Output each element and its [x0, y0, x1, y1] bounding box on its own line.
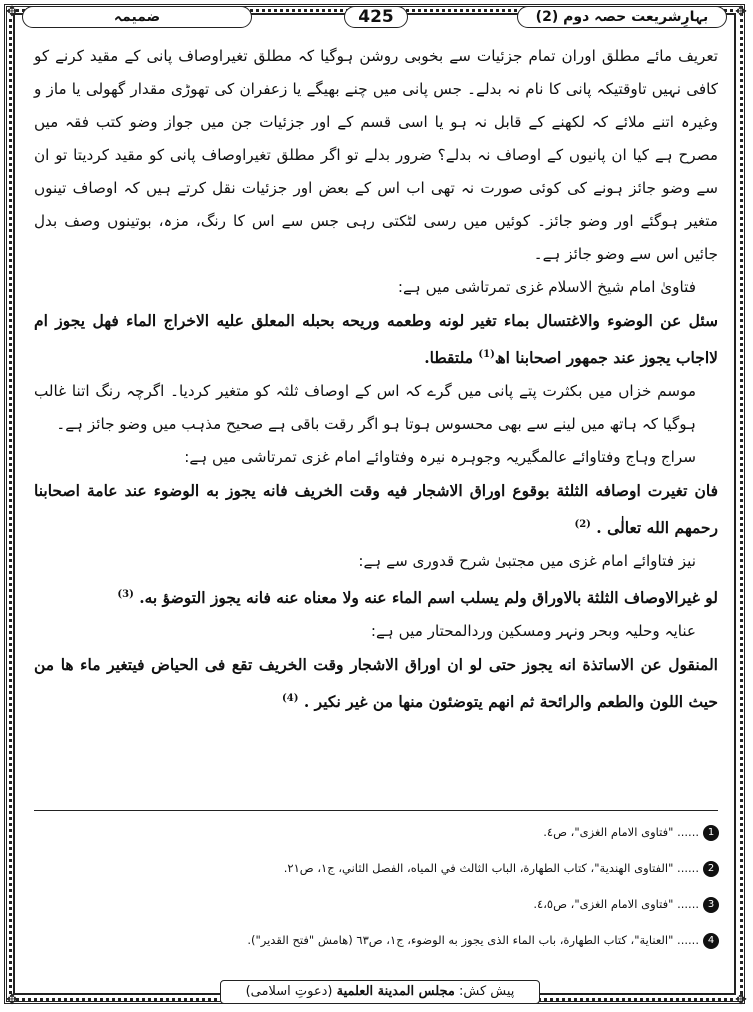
footnote-number-badge: 4: [703, 933, 719, 949]
book-title: بہارِشریعت حصہ دوم (2): [517, 6, 727, 28]
publisher-name: مجلس المدينة العلمية: [336, 984, 455, 999]
arabic-quote-2: فان تغيرت اوصافه الثلثة بوقوع اوراق الاشجار فيه وقت الخريف فانه يجوز به الوضوء عند عامة اصحابنا رحمهم الله تعالٰى . $^{(2)}$: [34, 481, 718, 538]
footnote-1: 1...... "فتاوى الامام الغزى"، ص٤.: [35, 822, 719, 842]
footnote-number-badge: 3: [703, 897, 719, 913]
footer-suffix: (دعوتِ اسلامی): [245, 984, 333, 999]
paragraph-5: نیز فتاوائے امام غزی میں مجتبیٰ شرح قدوری سے ہے:: [358, 552, 696, 571]
paragraph-1: تعریف مائے مطلق اوران تمام جزئیات سے بخوبی روشن ہوگیا کہ مطلق تغیراوصاف پانی کے مقید کرنے کو کافی نہیں تاوقتیکہ پانی کا نام نہ بدلے۔ جس پانی میں چنے بھیگے یا زعفران کی تھوڑی مقدار گھولی یا ماز و وغیرہ اتنے ملائے کہ لکھنے کے قابل نہ ہو یا اسی قسم کے اور جزئیات جن میں جواز وضو کتب فقہ میں مصرح ہے کیا ان پانیوں کے اوصاف نہ بدلے؟ ضرور بدلے تو اگر مطلق تغیراوصاف پانی کو مقید کردیتا تو ان سے وضو جائز ہونے کی کوئی صورت نہ تھی اب اس کے بعض اور جزئیات نقل کرتے ہیں کہ اوصاف تینوں متغیر ہوگئے اور وضو جائز۔ کوئیں میں رسی لٹکتی رہی جس سے اس کا رنگ، مزہ، بوتینوں وصف بدل جائیں اس سے وضو جائز ہے۔: [34, 47, 718, 263]
footnote-ref-3: (3): [117, 589, 134, 601]
footnote-divider: [34, 810, 718, 811]
footnote-ref-1: (1): [478, 349, 495, 360]
ornament-corner-icon: ✥: [735, 992, 747, 1008]
ornament-corner-icon: ✥: [735, 4, 747, 20]
main-text: [34, 40, 718, 720]
footer-prefix: پیش کش:: [459, 984, 515, 999]
footnote-number-badge: 2: [703, 861, 719, 877]
page-header: [22, 6, 727, 30]
paragraph-3: موسم خزاں میں بکثرت پتے پانی میں گرے کہ اس کے اوصاف ثلثہ کو متغیر کردیا۔ اگرچہ رنگ اتنا غالب ہوگیا کہ ہاتھ میں لینے سے بھی محسوس ہوتا ہو اگر رقت باقی ہے صحیح مذہب میں وضو جائز ہے۔: [34, 382, 696, 434]
arabic-quote-4: المنقول عن الاساتذة انه يجوز حتى لو ان اوراق الاشجار وقت الخريف تقع فى الحياض فيتغير ماء ها من حيث اللون والطعم والرائحة ثم انهم يتوضئون منها من غير نكير . $^{(4)}$: [34, 655, 718, 712]
ornament-corner-icon: ✥: [6, 4, 18, 20]
footnote-2: 2...... "الفتاوى الهندية"، كتاب الطهارة، الباب الثالث في المياه، الفصل الثاني، ج١، ص٢١.: [35, 858, 719, 878]
page-number: 425: [344, 6, 408, 28]
arabic-quote-3: لو غيرالاوصاف الثلثة بالاوراق ولم يسلب اسم الماء عنه ولا معناه عنه فانه يجوز التوضؤ به. $^{(3)}$: [117, 588, 718, 608]
footnote-4: 4...... "العناية"، كتاب الطهارة، باب الماء الذى يجوز به الوضوء، ج١، ص٦٣ (هامش "فتح القدير").: [35, 930, 719, 950]
paragraph-6: عنایہ وحلیہ وبحر ونہر ومسکین وردالمحتار میں ہے:: [370, 622, 696, 641]
arabic-quote-1: سئل عن الوضوء والاغتسال بماء تغير لونه وطعمه وريحه بحبله المعلق عليه الاخراج الماء فهل يجوز ام لااجاب يجوز عند جمهور اصحابنا اھ$^{(1)}$ ملتقطا.: [34, 311, 718, 368]
footnote-ref-2: (2): [574, 519, 591, 531]
chain-border-left: [9, 16, 12, 994]
footnote-number-badge: 1: [703, 825, 719, 841]
publisher-footer: [220, 980, 540, 1004]
footnote-3: 3...... "فتاوى الامام الغزى"، ص٤،٥.: [35, 894, 719, 914]
chain-border-right: [740, 16, 743, 994]
paragraph-2: فتاویٰ امام شیخ الاسلام غزی تمرتاشی میں ہے:: [397, 278, 696, 296]
section-title: ضمیمہ: [22, 6, 252, 28]
paragraph-4: سراج وہاج وفتاوائے عالمگیریہ وجوہرہ نیرہ وفتاوائے امام غزی تمرتاشی میں ہے:: [184, 448, 696, 467]
footnote-ref-4: (4): [282, 693, 299, 705]
ornament-corner-icon: ✥: [6, 992, 18, 1008]
